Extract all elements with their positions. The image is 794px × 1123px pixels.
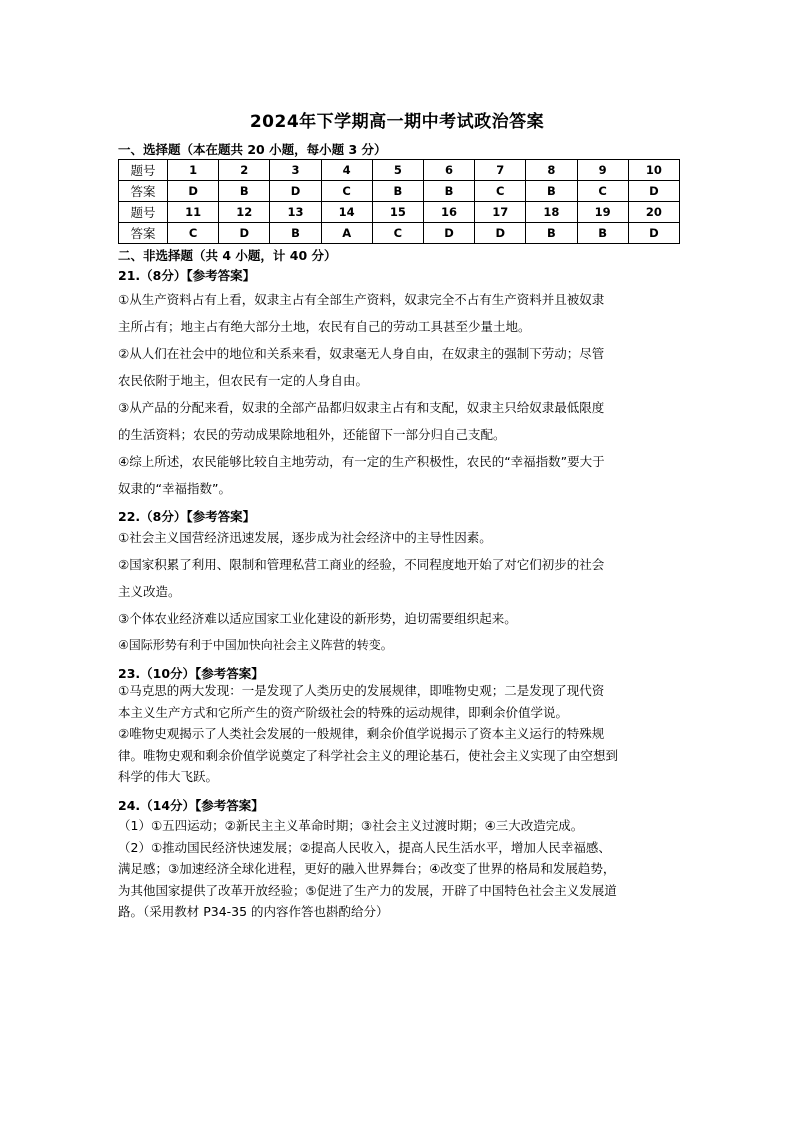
q23-heading: 23.（10分）【参考答案】 xyxy=(118,666,264,681)
q22-answer xyxy=(118,524,680,659)
table-cell: D xyxy=(628,181,679,202)
table-cell: 8 xyxy=(526,160,577,181)
q22-line: ②国家积累了利用、限制和管理私营工商业的经验，不同程度地开始了对它们初步的社会 xyxy=(118,557,605,572)
answer-table xyxy=(118,159,680,244)
q21-line: 农民依附于地主，但农民有一定的人身自由。 xyxy=(118,373,369,388)
table-cell: D xyxy=(168,181,219,202)
q21-line: 奴隶的“幸福指数”。 xyxy=(118,481,231,496)
section-1-heading: 一、选择题（本在题共 20 小题，每小题 3 分） xyxy=(118,142,387,157)
q24-line: 为其他国家提供了改革开放经验；⑤促进了生产力的发展，开辟了中国特色社会主义发展道 xyxy=(118,882,617,898)
table-cell: 3 xyxy=(270,160,321,181)
table-cell: 14 xyxy=(321,202,372,223)
q22-line: ③个体农业经济难以适应国家工业化建设的新形势，迫切需要组织起来。 xyxy=(118,611,517,626)
section-2-heading: 二、非选择题（共 4 小题，计 40 分） xyxy=(118,248,337,263)
q21-line: ③从产品的分配来看，奴隶的全部产品都归奴隶主占有和支配，奴隶主只给奴隶最低限度 xyxy=(118,400,605,415)
q21-heading: 21.（8分）【参考答案】 xyxy=(118,268,256,283)
q21-line: 主所占有；地主占有绝大部分土地，农民有自己的劳动工具甚至少量土地。 xyxy=(118,319,531,334)
table-cell: B xyxy=(219,181,270,202)
q21-answer xyxy=(118,286,680,502)
table-cell: 20 xyxy=(628,202,679,223)
table-cell: 19 xyxy=(577,202,628,223)
table-cell: B xyxy=(270,223,321,244)
q23-line: ①马克思的两大发现：一是发现了人类历史的发展规律，即唯物史观；二是发现了现代资 xyxy=(118,683,605,698)
table-cell: D xyxy=(628,223,679,244)
row-label: 答案 xyxy=(119,223,168,244)
table-cell: 10 xyxy=(628,160,679,181)
table-cell: B xyxy=(526,181,577,202)
table-cell: 6 xyxy=(423,160,474,181)
table-cell: 7 xyxy=(475,160,526,181)
table-cell: D xyxy=(270,181,321,202)
q24-line: （1）①五四运动；②新民主主义革命时期；③社会主义过渡时期；④三大改造完成。 xyxy=(118,818,584,833)
q23-line: 律。唯物史观和剩余价值学说奠定了科学社会主义的理论基石，使社会主义实现了由空想到 xyxy=(118,747,619,763)
q22-line: ④国际形势有利于中国加快向社会主义阵营的转变。 xyxy=(118,638,393,652)
q21-line: ①从生产资料占有上看，奴隶主占有全部生产资料，奴隶完全不占有生产资料并且被奴隶 xyxy=(118,292,605,307)
table-cell: 17 xyxy=(475,202,526,223)
table-cell: C xyxy=(372,223,423,244)
q21-line: ④综上所述，农民能够比较自主地劳动，有一定的生产积极性，农民的“幸福指数”要大于 xyxy=(118,454,605,469)
q24-line: 路。（采用教材 P34-35 的内容作答也斟酌给分） xyxy=(118,904,389,919)
page-title: 2024年下学期高一期中考试政治答案 xyxy=(249,112,545,132)
table-cell: C xyxy=(168,223,219,244)
table-cell: 2 xyxy=(219,160,270,181)
table-cell: B xyxy=(526,223,577,244)
q24-line: 满足感；③加速经济全球化进程，更好的融入世界舞台；④改变了世界的格局和发展趋势， xyxy=(118,861,616,876)
q23-answer xyxy=(118,680,680,788)
table-cell: 18 xyxy=(526,202,577,223)
q24-line: （2）①推动国民经济快速发展；②提高人民收入，提高人民生活水平，增加人民幸福感、 xyxy=(118,839,611,855)
table-cell: D xyxy=(475,223,526,244)
table-cell: C xyxy=(475,181,526,202)
table-cell: 1 xyxy=(168,160,219,181)
table-cell: D xyxy=(423,223,474,244)
table-cell: D xyxy=(219,223,270,244)
table-cell: 9 xyxy=(577,160,628,181)
q23-line: 本主义生产方式和它所产生的资产阶级社会的特殊的运动规律，即剩余价值学说。 xyxy=(118,704,569,720)
table-cell: C xyxy=(577,181,628,202)
table-cell: 16 xyxy=(423,202,474,223)
table-cell: A xyxy=(321,223,372,244)
table-row xyxy=(119,202,680,223)
table-row xyxy=(119,181,680,202)
q22-line: ①社会主义国营经济迅速发展，逐步成为社会经济中的主导性因素。 xyxy=(118,530,492,545)
table-cell: 15 xyxy=(372,202,423,223)
table-row xyxy=(119,223,680,244)
q22-heading: 22.（8分）【参考答案】 xyxy=(118,509,256,524)
table-cell: 5 xyxy=(372,160,423,181)
row-label: 题号 xyxy=(119,160,168,181)
q21-line: 的生活资料；农民的劳动成果除地租外，还能留下一部分归自己支配。 xyxy=(118,427,506,442)
q24-answer xyxy=(118,815,680,923)
q24-heading: 24.（14分）【参考答案】 xyxy=(118,798,264,813)
q23-line: 科学的伟大飞跃。 xyxy=(118,769,219,784)
table-cell: B xyxy=(423,181,474,202)
table-cell: C xyxy=(321,181,372,202)
q23-line: ②唯物史观揭示了人类社会发展的一般规律，剩余价值学说揭示了资本主义运行的特殊规 xyxy=(118,726,605,741)
table-cell: 12 xyxy=(219,202,270,223)
row-label: 答案 xyxy=(119,181,168,202)
table-cell: B xyxy=(372,181,423,202)
q21-line: ②从人们在社会中的地位和关系来看，奴隶毫无人身自由，在奴隶主的强制下劳动；尽管 xyxy=(118,346,605,361)
table-cell: B xyxy=(577,223,628,244)
table-cell: 11 xyxy=(168,202,219,223)
table-cell: 4 xyxy=(321,160,372,181)
q22-line: 主义改造。 xyxy=(118,584,181,599)
table-row xyxy=(119,160,680,181)
row-label: 题号 xyxy=(119,202,168,223)
table-cell: 13 xyxy=(270,202,321,223)
